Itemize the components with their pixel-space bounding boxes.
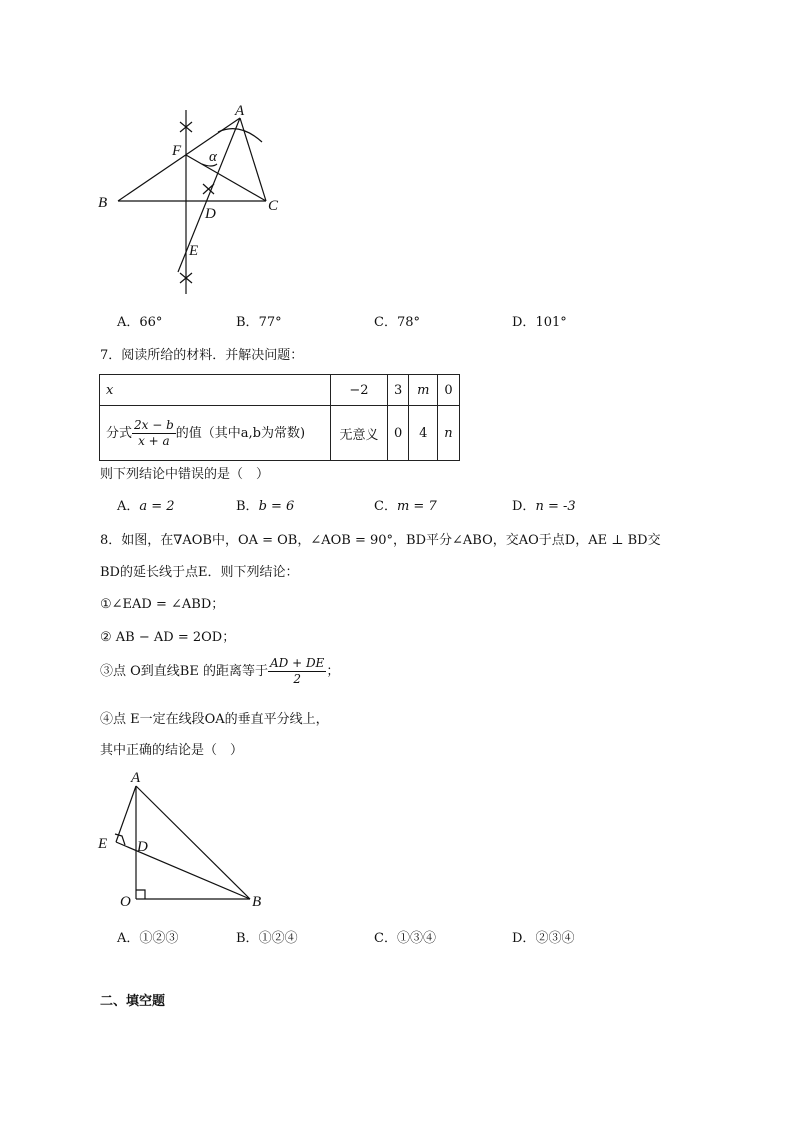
q7-option-a[interactable] (117, 495, 175, 514)
table-cell: 无意义 (331, 406, 388, 461)
option-text: 101° (535, 315, 567, 330)
q8-stem-line1: 8．如图，在∇AOB中，OA = OB，∠AOB = 90°，BD平分∠ABO，交AO于点D，AE ⊥ BD交 (100, 533, 661, 548)
segment-ea (116, 786, 136, 842)
option-letter: B． (236, 499, 259, 514)
label-b: B (252, 894, 262, 910)
q7-option-d[interactable] (512, 495, 576, 514)
table-cell: 4 (409, 406, 438, 461)
label-c: C (268, 198, 279, 214)
q6-option-d[interactable] (512, 311, 567, 330)
fraction (268, 656, 326, 687)
fraction (132, 418, 176, 449)
option-letter: D． (512, 931, 536, 946)
q6-option-b[interactable] (236, 311, 282, 330)
option-text: m = 7 (396, 499, 437, 514)
q7-question: 则下列结论中错误的是（ ） (100, 467, 270, 482)
option-letter: C． (374, 931, 397, 946)
option-text: 78° (396, 315, 420, 330)
label-e: E (189, 243, 199, 259)
label-d: D (205, 206, 216, 222)
table-cell: −2 (331, 375, 388, 406)
label-a: A (235, 103, 245, 119)
q7-option-b[interactable] (236, 495, 294, 514)
label-f: F (172, 143, 182, 159)
label-o: O (120, 894, 131, 910)
label-b: B (98, 195, 108, 211)
segment-ab (136, 786, 250, 899)
table-cell: n (438, 406, 459, 461)
expression-suffix: 的值（其中a,b为常数) (175, 425, 306, 441)
q6-option-c[interactable] (374, 311, 420, 330)
table-cell: x (100, 375, 331, 406)
table-cell-expression (100, 406, 331, 461)
option-text: ①③④ (396, 931, 436, 946)
option-letter: D． (512, 499, 536, 514)
fraction-denominator: x + a (138, 433, 170, 448)
option-letter: C． (374, 315, 397, 330)
option-letter: B． (236, 315, 259, 330)
label-alpha: α (209, 149, 217, 165)
option-letter: A． (117, 499, 140, 514)
option-text: 77° (258, 315, 282, 330)
arc-near-a (218, 129, 262, 142)
table-cell: 0 (388, 406, 409, 461)
q8-conclusion-1: ①∠EAD = ∠ABD； (100, 597, 225, 612)
q8-question: 其中正确的结论是（ ） (100, 743, 244, 758)
conclusion-3-suffix: ； (326, 664, 340, 679)
q8-conclusion-2: ② AB − AD = 2OD； (100, 630, 236, 645)
segment-ae (178, 118, 240, 272)
option-letter: A． (117, 931, 140, 946)
option-text: n = -3 (535, 499, 576, 514)
label-e: E (98, 836, 108, 852)
option-text: a = 2 (139, 499, 175, 514)
option-letter: C． (374, 499, 397, 514)
table-cell: m (409, 375, 438, 406)
q8-option-a[interactable] (117, 927, 178, 946)
q8-figure (90, 766, 275, 916)
option-letter: B． (236, 931, 259, 946)
q6-figure (90, 100, 290, 300)
q6-option-a[interactable] (117, 311, 162, 330)
table-cell: 3 (388, 375, 409, 406)
fraction-numerator: 2x − b (134, 417, 174, 432)
table-cell: 0 (438, 375, 459, 406)
q7-option-c[interactable] (374, 495, 437, 514)
q8-option-d[interactable] (512, 927, 574, 946)
right-angle-o (136, 890, 145, 899)
q7-stem: 7．阅读所给的材料．并解决问题： (100, 348, 304, 363)
q8-option-c[interactable] (374, 927, 436, 946)
option-letter: A． (117, 315, 140, 330)
option-letter: D． (512, 315, 536, 330)
q8-conclusion-3 (100, 656, 339, 687)
expression-prefix: 分式 (106, 425, 133, 441)
option-text: b = 6 (258, 499, 295, 514)
option-text: ②③④ (535, 931, 575, 946)
conclusion-3-prefix: ③点 O到直线BE 的距离等于 (100, 664, 268, 679)
fraction-numerator: AD + DE (269, 656, 325, 670)
q7-table (99, 374, 460, 461)
option-text: ①②③ (139, 931, 179, 946)
q8-stem-line2: BD的延长线于点E．则下列结论： (100, 565, 299, 580)
option-text: ①②④ (258, 931, 298, 946)
q8-option-b[interactable] (236, 927, 298, 946)
label-a: A (131, 770, 141, 786)
fraction-denominator: 2 (293, 672, 301, 686)
q8-conclusion-4: ④点 E一定在线段OA的垂直平分线上， (100, 712, 329, 727)
option-text: 66° (139, 315, 163, 330)
label-d: D (137, 839, 148, 855)
section-title: 二、填空题 (100, 994, 166, 1009)
